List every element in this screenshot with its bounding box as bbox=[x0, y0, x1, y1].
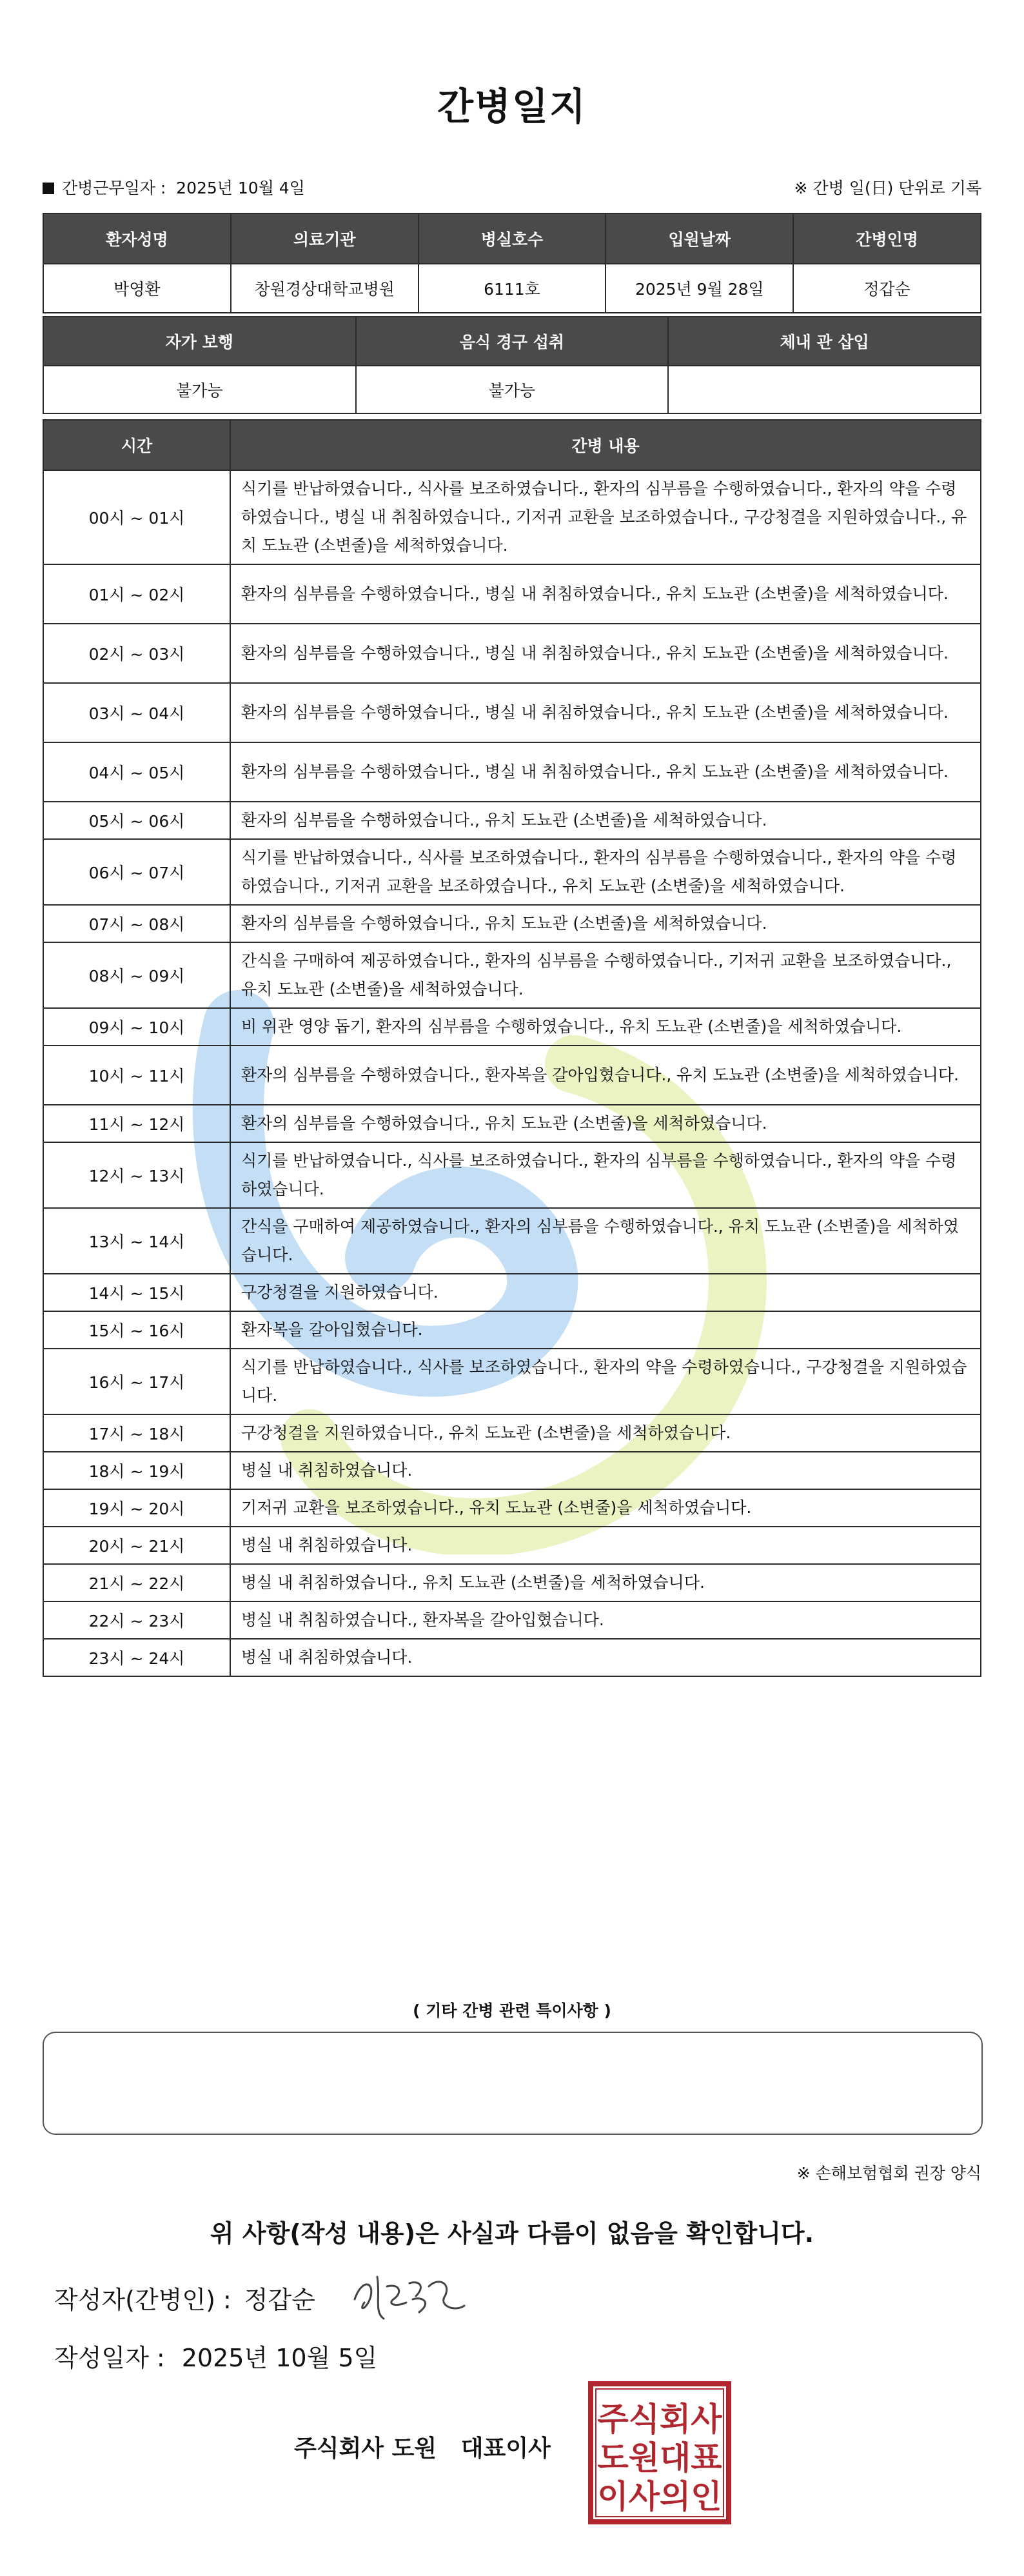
patient-name: 박영환 bbox=[43, 264, 231, 313]
log-content: 간식을 구매하여 제공하였습니다., 환자의 심부름을 수행하였습니다., 유치 도뇨관 (소변줄)을 세척하였습니다. bbox=[230, 1208, 981, 1274]
table-row bbox=[43, 1527, 981, 1564]
handwritten-signature bbox=[348, 2267, 471, 2325]
log-content: 병실 내 취침하였습니다. bbox=[230, 1527, 981, 1564]
patient-info-table bbox=[43, 213, 981, 313]
table-row bbox=[43, 1311, 981, 1349]
table-row bbox=[43, 839, 981, 905]
admission-date: 2025년 9월 28일 bbox=[606, 264, 793, 313]
log-header-row bbox=[43, 420, 981, 470]
table-row bbox=[43, 1274, 981, 1311]
recommendation-note: ※ 손해보험협회 권장 양식 bbox=[796, 2164, 981, 2183]
seal-text-line-3: 이사의인 bbox=[597, 2477, 722, 2515]
table-row bbox=[43, 624, 981, 683]
unit-note: ※ 간병 일(日) 단위로 기록 bbox=[794, 179, 981, 197]
seal-text-line-1: 주식회사 bbox=[597, 2400, 722, 2438]
seal-text-line-2: 도원대표 bbox=[597, 2439, 722, 2477]
log-time: 10시 ~ 11시 bbox=[43, 1045, 230, 1105]
patient-status-table bbox=[43, 316, 981, 414]
status-header-row bbox=[43, 317, 981, 366]
table-row bbox=[43, 1105, 981, 1142]
header-oral-intake: 음식 경구 섭취 bbox=[356, 317, 669, 366]
log-time: 17시 ~ 18시 bbox=[43, 1414, 230, 1452]
written-date-line bbox=[54, 2338, 377, 2373]
log-time: 04시 ~ 05시 bbox=[43, 742, 230, 802]
header-caregiver-name: 간병인명 bbox=[793, 213, 981, 264]
log-time: 16시 ~ 17시 bbox=[43, 1349, 230, 1414]
confirmation-statement: 위 사항(작성 내용)은 사실과 다름이 없음을 확인합니다. bbox=[210, 2219, 814, 2248]
table-row bbox=[43, 942, 981, 1008]
work-date: 간병근무일자 : 2025년 10월 4일 bbox=[43, 175, 305, 199]
log-time: 15시 ~ 16시 bbox=[43, 1311, 230, 1349]
table-row bbox=[43, 1008, 981, 1045]
log-content: 환자복을 갈아입혔습니다. bbox=[230, 1311, 981, 1349]
log-content: 환자의 심부름을 수행하였습니다., 유치 도뇨관 (소변줄)을 세척하였습니다. bbox=[230, 905, 981, 942]
log-content: 식기를 반납하였습니다., 식사를 보조하였습니다., 환자의 심부름을 수행하였습니다., 환자의 약을 수령하였습니다., 기저귀 교환을 보조하였습니다., 유치 도뇨관 (소변줄)을 세척하였습니다. bbox=[230, 839, 981, 905]
table-row bbox=[43, 1142, 981, 1208]
written-date-label: 작성일자 : bbox=[54, 2344, 165, 2372]
log-time: 02시 ~ 03시 bbox=[43, 624, 230, 683]
header-tube-insertion: 체내 관 삽입 bbox=[668, 317, 981, 366]
log-time: 11시 ~ 12시 bbox=[43, 1105, 230, 1142]
log-time: 03시 ~ 04시 bbox=[43, 683, 230, 742]
oral-intake-value: 불가능 bbox=[356, 366, 669, 413]
table-row bbox=[43, 470, 981, 564]
hospital-name: 창원경상대학교병원 bbox=[231, 264, 418, 313]
log-content: 병실 내 취침하였습니다. bbox=[230, 1639, 981, 1676]
log-time: 18시 ~ 19시 bbox=[43, 1452, 230, 1489]
header-hospital: 의료기관 bbox=[231, 213, 418, 264]
log-time: 13시 ~ 14시 bbox=[43, 1208, 230, 1274]
log-content: 환자의 심부름을 수행하였습니다., 병실 내 취침하였습니다., 유치 도뇨관 (소변줄)을 세척하였습니다. bbox=[230, 742, 981, 802]
table-row bbox=[43, 1349, 981, 1414]
log-content: 병실 내 취침하였습니다., 환자복을 갈아입혔습니다. bbox=[230, 1601, 981, 1639]
log-time: 07시 ~ 08시 bbox=[43, 905, 230, 942]
notes-title: ( 기타 간병 관련 특이사항 ) bbox=[413, 2001, 611, 2020]
patient-value-row bbox=[43, 264, 981, 313]
room-number: 6111호 bbox=[418, 264, 606, 313]
log-time: 22시 ~ 23시 bbox=[43, 1601, 230, 1639]
header-room: 병실호수 bbox=[418, 213, 606, 264]
bullet-square-icon bbox=[43, 183, 54, 194]
tube-insertion-value bbox=[668, 366, 981, 413]
log-time: 06시 ~ 07시 bbox=[43, 839, 230, 905]
log-content: 식기를 반납하였습니다., 식사를 보조하였습니다., 환자의 약을 수령하였습니다., 구강청결을 지원하였습니다. bbox=[230, 1349, 981, 1414]
log-time: 21시 ~ 22시 bbox=[43, 1564, 230, 1601]
table-row bbox=[43, 905, 981, 942]
work-date-label: 간병근무일자 bbox=[62, 179, 155, 197]
log-content: 환자의 심부름을 수행하였습니다., 환자복을 갈아입혔습니다., 유치 도뇨관 (소변줄)을 세척하였습니다. bbox=[230, 1045, 981, 1105]
log-content: 비 위관 영양 돕기, 환자의 심부름을 수행하였습니다., 유치 도뇨관 (소변줄)을 세척하였습니다. bbox=[230, 1008, 981, 1045]
log-time: 20시 ~ 21시 bbox=[43, 1527, 230, 1564]
log-content: 환자의 심부름을 수행하였습니다., 유치 도뇨관 (소변줄)을 세척하였습니다. bbox=[230, 802, 981, 839]
header-self-walking: 자가 보행 bbox=[43, 317, 356, 366]
log-time: 05시 ~ 06시 bbox=[43, 802, 230, 839]
header-care-content: 간병 내용 bbox=[230, 420, 981, 470]
log-content: 식기를 반납하였습니다., 식사를 보조하였습니다., 환자의 심부름을 수행하였습니다., 환자의 약을 수령하였습니다., 병실 내 취침하였습니다., 기저귀 교환을 보조하였습니다., 구강청결을 지원하였습니다., 유치 도뇨관 (소변줄)을 세척하였습니다. bbox=[230, 470, 981, 564]
company-seal bbox=[587, 2380, 733, 2526]
table-row bbox=[43, 564, 981, 624]
table-row bbox=[43, 1045, 981, 1105]
log-content: 구강청결을 지원하였습니다., 유치 도뇨관 (소변줄)을 세척하였습니다. bbox=[230, 1414, 981, 1452]
log-time: 12시 ~ 13시 bbox=[43, 1142, 230, 1208]
table-row bbox=[43, 802, 981, 839]
author-name: 정갑순 bbox=[244, 2286, 315, 2314]
written-date-value: 2025년 10월 5일 bbox=[181, 2344, 378, 2372]
log-time: 01시 ~ 02시 bbox=[43, 564, 230, 624]
table-row bbox=[43, 1452, 981, 1489]
caregiver-name: 정갑순 bbox=[793, 264, 981, 313]
log-content: 기저귀 교환을 보조하였습니다., 유치 도뇨관 (소변줄)을 세척하였습니다. bbox=[230, 1489, 981, 1527]
company-name: 주식회사 도원 대표이사 bbox=[294, 2435, 551, 2462]
table-row bbox=[43, 1208, 981, 1274]
self-walking-value: 불가능 bbox=[43, 366, 356, 413]
status-value-row bbox=[43, 366, 981, 413]
log-time: 23시 ~ 24시 bbox=[43, 1639, 230, 1676]
log-time: 14시 ~ 15시 bbox=[43, 1274, 230, 1311]
patient-header-row bbox=[43, 213, 981, 264]
notes-box bbox=[43, 2032, 983, 2135]
table-row bbox=[43, 1414, 981, 1452]
log-content: 환자의 심부름을 수행하였습니다., 병실 내 취침하였습니다., 유치 도뇨관 (소변줄)을 세척하였습니다. bbox=[230, 564, 981, 624]
table-row bbox=[43, 742, 981, 802]
log-content: 간식을 구매하여 제공하였습니다., 환자의 심부름을 수행하였습니다., 기저귀 교환을 보조하였습니다., 유치 도뇨관 (소변줄)을 세척하였습니다. bbox=[230, 942, 981, 1008]
author-line bbox=[54, 2280, 315, 2315]
log-content: 병실 내 취침하였습니다., 유치 도뇨관 (소변줄)을 세척하였습니다. bbox=[230, 1564, 981, 1601]
work-date-value: 2025년 10월 4일 bbox=[176, 179, 305, 197]
care-log-table bbox=[43, 419, 981, 1677]
log-time: 00시 ~ 01시 bbox=[43, 470, 230, 564]
table-row bbox=[43, 1489, 981, 1527]
author-label: 작성자(간병인) : bbox=[54, 2286, 231, 2314]
table-row bbox=[43, 1564, 981, 1601]
log-content: 환자의 심부름을 수행하였습니다., 병실 내 취침하였습니다., 유치 도뇨관 (소변줄)을 세척하였습니다. bbox=[230, 683, 981, 742]
log-content: 구강청결을 지원하였습니다. bbox=[230, 1274, 981, 1311]
log-time: 08시 ~ 09시 bbox=[43, 942, 230, 1008]
log-time: 09시 ~ 10시 bbox=[43, 1008, 230, 1045]
table-row bbox=[43, 1601, 981, 1639]
table-row bbox=[43, 683, 981, 742]
log-content: 병실 내 취침하였습니다. bbox=[230, 1452, 981, 1489]
page-title: 간병일지 bbox=[437, 84, 587, 128]
table-row bbox=[43, 1639, 981, 1676]
header-patient-name: 환자성명 bbox=[43, 213, 231, 264]
header-time: 시간 bbox=[43, 420, 230, 470]
log-content: 환자의 심부름을 수행하였습니다., 유치 도뇨관 (소변줄)을 세척하였습니다. bbox=[230, 1105, 981, 1142]
log-content: 환자의 심부름을 수행하였습니다., 병실 내 취침하였습니다., 유치 도뇨관 (소변줄)을 세척하였습니다. bbox=[230, 624, 981, 683]
header-admission-date: 입원날짜 bbox=[606, 213, 793, 264]
log-time: 19시 ~ 20시 bbox=[43, 1489, 230, 1527]
log-content: 식기를 반납하였습니다., 식사를 보조하였습니다., 환자의 심부름을 수행하였습니다., 환자의 약을 수령하였습니다. bbox=[230, 1142, 981, 1208]
